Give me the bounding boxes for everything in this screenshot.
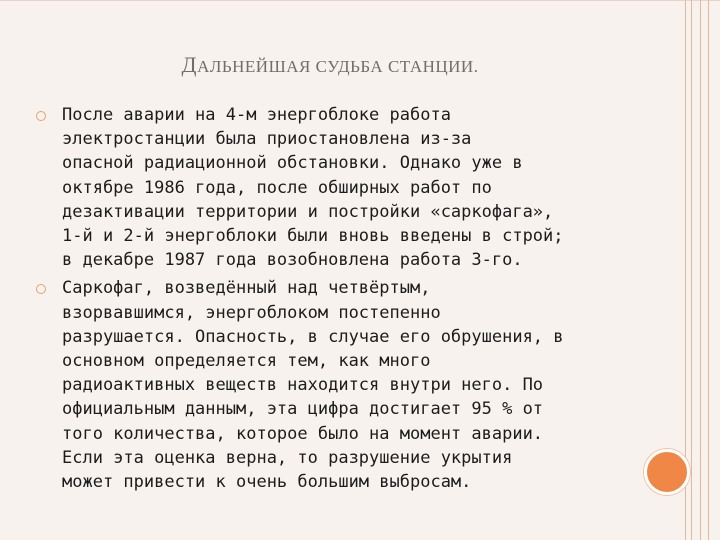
circle-bullet-icon <box>36 284 46 294</box>
text-line: После аварии на 4-м энергоблоке работа <box>62 105 451 125</box>
bullet-text <box>62 276 622 494</box>
text-line: дезактивации территории и постройки «саркофага», <box>62 201 554 222</box>
text-line: электростанции была приостановлена из-за <box>62 129 472 150</box>
text-line: радиоактивных веществ находится внутри него. По <box>62 375 544 396</box>
decorative-rule <box>691 0 692 540</box>
text-line: взорвавшимся, энергоблоком постепенно <box>62 302 441 323</box>
text-line: может привести к очень большим выбросам. <box>62 472 472 493</box>
decorative-rule <box>708 0 709 540</box>
text-line: того количества, которое было на момент аварии. <box>62 423 544 444</box>
text-line: октябре 1986 года, после обширных работ по <box>62 177 492 198</box>
text-line: Если эта оценка верна, то разрушение укрытия <box>62 447 513 468</box>
text-line: Саркофаг, возведённый над четвёртым, <box>62 278 431 299</box>
slide-title <box>0 52 660 78</box>
text-line: 1-й и 2-й энергоблоки были вновь введены в строй; <box>62 226 564 247</box>
text-line: в декабре 1987 года возобновлена работа 3-го. <box>62 250 523 271</box>
top-border <box>0 0 720 1</box>
decorative-rule <box>700 0 701 540</box>
text-line: официальным данным, эта цифра достигает 95 % от <box>62 399 544 420</box>
bullet-list <box>36 103 626 498</box>
bullet-item <box>36 276 626 494</box>
circle-bullet-icon <box>36 111 46 121</box>
bullet-text <box>62 103 622 272</box>
title-rest: АЛЬНЕЙШАЯ СУДЬБА СТАНЦИИ. <box>197 57 479 76</box>
bullet-item <box>36 103 626 272</box>
text-line: разрушается. Опасность, в случае его обрушения, в <box>62 326 564 347</box>
title-initial: Д <box>181 52 198 77</box>
text-line: опасной радиационной обстановки. Однако уже в <box>62 153 523 174</box>
accent-circle <box>644 449 690 495</box>
text-line: основном определяется тем, как много <box>62 351 431 372</box>
